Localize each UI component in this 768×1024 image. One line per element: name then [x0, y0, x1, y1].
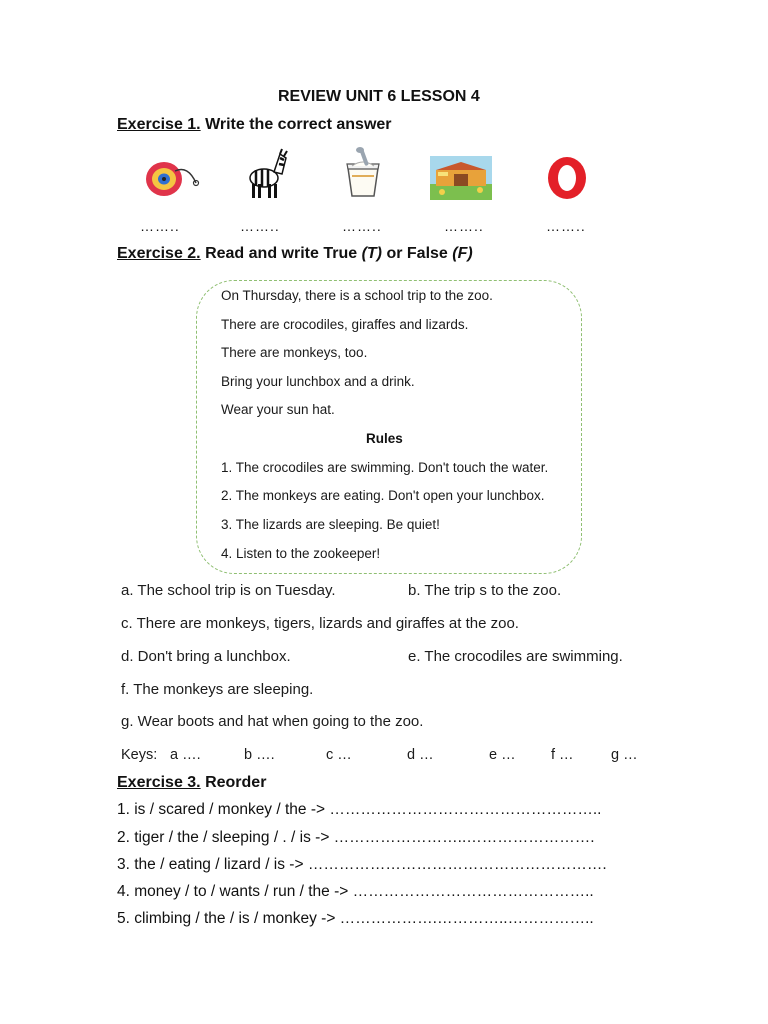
statement-g: g. Wear boots and hat when going to the zoo. [121, 713, 424, 730]
exercise-2-instruction-b: or False [382, 245, 453, 262]
statement-c: c. There are monkeys, tigers, lizards and giraffes at the zoo. [121, 615, 519, 632]
key-c[interactable]: c … [326, 747, 352, 763]
notice-line-1: On Thursday, there is a school trip to the zoo. [221, 288, 493, 303]
statement-f: f. The monkeys are sleeping. [121, 681, 314, 698]
key-a[interactable]: a …. [170, 747, 201, 763]
notice-line-2: There are crocodiles, giraffes and lizards. [221, 317, 469, 332]
statement-b: b. The trip s to the zoo. [408, 582, 562, 599]
rule-1: 1. The crocodiles are swimming. Don't touch the water. [221, 460, 549, 475]
zebra-icon [244, 146, 290, 205]
notice-line-4: Bring your lunchbox and a drink. [221, 374, 415, 389]
exercise-3-label: Exercise 3. [117, 774, 201, 791]
exercise-2-heading [117, 245, 473, 263]
key-g[interactable]: g … [611, 747, 638, 763]
key-f[interactable]: f … [551, 747, 574, 763]
keys-label: Keys: [121, 747, 158, 763]
notice-line-5: Wear your sun hat. [221, 402, 335, 417]
rule-2: 2. The monkeys are eating. Don't open your lunchbox. [221, 488, 545, 503]
answer-blank-3[interactable]: …….. [342, 218, 382, 234]
page-title: REVIEW UNIT 6 LESSON 4 [278, 88, 480, 105]
reorder-item-1: 1. is / scared / monkey / the -> …………………………………………….. [117, 801, 602, 818]
letter-o-icon [544, 155, 590, 206]
answer-blank-4[interactable]: …….. [444, 218, 484, 234]
answer-blank-1[interactable]: …….. [140, 218, 180, 234]
statement-e: e. The crocodiles are swimming. [408, 648, 623, 665]
answer-blank-2[interactable]: …….. [240, 218, 280, 234]
true-marker: (T) [361, 245, 382, 262]
reorder-item-3: 3. the / eating / lizard / is -> …………………………………………………. [117, 856, 607, 873]
zoo-icon [430, 156, 492, 205]
exercise-2-label: Exercise 2. [117, 245, 201, 262]
notice-line-3: There are monkeys, too. [221, 345, 368, 360]
yoyo-icon [142, 155, 200, 204]
key-d[interactable]: d … [407, 747, 434, 763]
statement-d: d. Don't bring a lunchbox. [121, 648, 291, 665]
rule-3: 3. The lizards are sleeping. Be quiet! [221, 517, 440, 532]
statement-a: a. The school trip is on Tuesday. [121, 582, 336, 599]
yogurt-icon [340, 146, 386, 205]
exercise-1-instruction: Write the correct answer [200, 116, 392, 133]
key-e[interactable]: e … [489, 747, 516, 763]
exercise-3-instruction: Reorder [200, 774, 267, 791]
exercise-1-label: Exercise 1. [117, 116, 201, 133]
false-marker: (F) [452, 245, 473, 262]
reorder-item-5: 5. climbing / the / is / monkey -> ……………….…………..…………….. [117, 910, 594, 927]
exercise-1-heading [117, 116, 392, 134]
exercise-3-heading [117, 774, 266, 792]
reorder-item-2: 2. tiger / the / sleeping / . / is -> ……………………..……………………. [117, 829, 595, 846]
answer-blank-5[interactable]: …….. [546, 218, 586, 234]
rules-title: Rules [366, 431, 403, 446]
reorder-item-4: 4. money / to / wants / run / the -> ……………………………………….. [117, 883, 594, 900]
exercise-2-instruction-a: Read and write True [200, 245, 362, 262]
key-b[interactable]: b …. [244, 747, 275, 763]
rule-4: 4. Listen to the zookeeper! [221, 546, 381, 561]
